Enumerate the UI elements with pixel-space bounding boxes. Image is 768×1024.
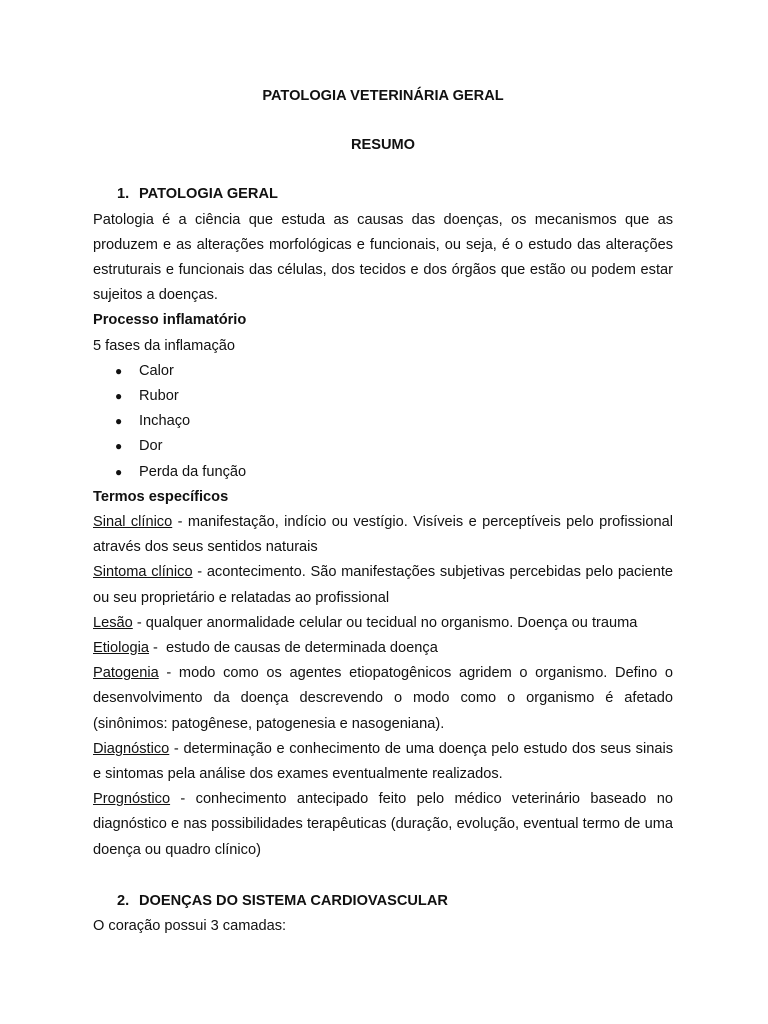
- term-definition: - conhecimento antecipado feito pelo médico veterinário baseado no diagnóstico e nas possibilidades terapêuticas (duração, evolução, eventual termo de uma doença ou quadro clínico): [93, 791, 673, 858]
- term-definition: - manifestação, indício ou vestígio. Visíveis e perceptíveis pelo profissional através dos seus sentidos naturais: [93, 514, 673, 556]
- term-label: Diagnóstico: [93, 740, 170, 757]
- section-2-heading: [93, 889, 673, 914]
- phase-label: Rubor: [139, 388, 179, 405]
- phase-label: Inchaço: [139, 413, 191, 430]
- term-label: Etiologia: [93, 640, 149, 657]
- term-definition: - qualquer anormalidade celular ou tecidual no organismo. Doença ou trauma: [132, 614, 638, 631]
- section-1-number: 1.: [117, 186, 130, 203]
- phase-label: Dor: [139, 438, 163, 455]
- term-diagnostico: [93, 737, 673, 787]
- section-2-number: 2.: [117, 892, 130, 909]
- bullet-icon: ●: [115, 439, 123, 454]
- section-1-title: PATOLOGIA GERAL: [139, 186, 278, 203]
- term-definition: - acontecimento. São manifestações subjetivas percebidas pelo paciente ou seu proprietário e relatadas ao profissional: [93, 564, 673, 606]
- section-2-title: DOENÇAS DO SISTEMA CARDIOVASCULAR: [139, 892, 448, 909]
- term-etiologia: [93, 636, 673, 661]
- document-page: [93, 84, 673, 939]
- list-item: [93, 434, 673, 459]
- phase-label: Calor: [139, 362, 174, 379]
- term-patogenia: [93, 661, 673, 737]
- bullet-icon: ●: [115, 464, 123, 479]
- term-sinal-clinico: [93, 510, 673, 560]
- bullet-icon: ●: [115, 414, 123, 429]
- term-lesao: [93, 611, 673, 636]
- term-label: Sinal clínico: [93, 514, 173, 531]
- term-label: Sintoma clínico: [93, 564, 193, 581]
- list-item: [93, 409, 673, 434]
- list-item: [93, 359, 673, 384]
- inflammation-phases-list: [93, 359, 673, 485]
- document-subtitle: RESUMO: [350, 137, 416, 154]
- term-sintoma-clinico: [93, 560, 673, 610]
- inflammation-heading: Processo inflamatório: [93, 312, 247, 329]
- section-1-intro: Patologia é a ciência que estuda as causas das doenças, os mecanismos que as produzem e as alterações morfológicas e funcionais, ou seja, é o estudo das alterações estruturais e funcionais das células, dos tecidos e dos órgãos que estão ou podem estar sujeitos a doenças.: [93, 211, 673, 304]
- term-definition: - estudo de causas de determinada doença: [148, 640, 438, 657]
- bullet-icon: ●: [115, 363, 123, 378]
- section-2-intro: O coração possui 3 camadas:: [93, 918, 287, 935]
- list-item: [93, 460, 673, 485]
- list-item: [93, 384, 673, 409]
- inflammation-intro: 5 fases da inflamação: [93, 337, 235, 354]
- term-label: Prognóstico: [93, 791, 171, 808]
- document-title: PATOLOGIA VETERINÁRIA GERAL: [262, 88, 504, 104]
- phase-label: Perda da função: [139, 463, 247, 480]
- section-1-heading: [93, 182, 673, 207]
- terms-heading: Termos específicos: [93, 488, 229, 505]
- term-prognostico: [93, 787, 673, 863]
- term-label: Lesão: [93, 614, 133, 631]
- term-label: Patogenia: [93, 665, 159, 682]
- term-definition: - modo como os agentes etiopatogênicos agridem o organismo. Defino o desenvolvimento da doença descrevendo o modo como o organismo é afetado (sinônimos: patogênese, patogenesia e nasogeniana).: [93, 665, 673, 732]
- term-definition: - determinação e conhecimento de uma doença pelo estudo dos seus sinais e sintomas pela análise dos exames eventualmente realizados.: [93, 740, 673, 783]
- bullet-icon: ●: [115, 389, 123, 404]
